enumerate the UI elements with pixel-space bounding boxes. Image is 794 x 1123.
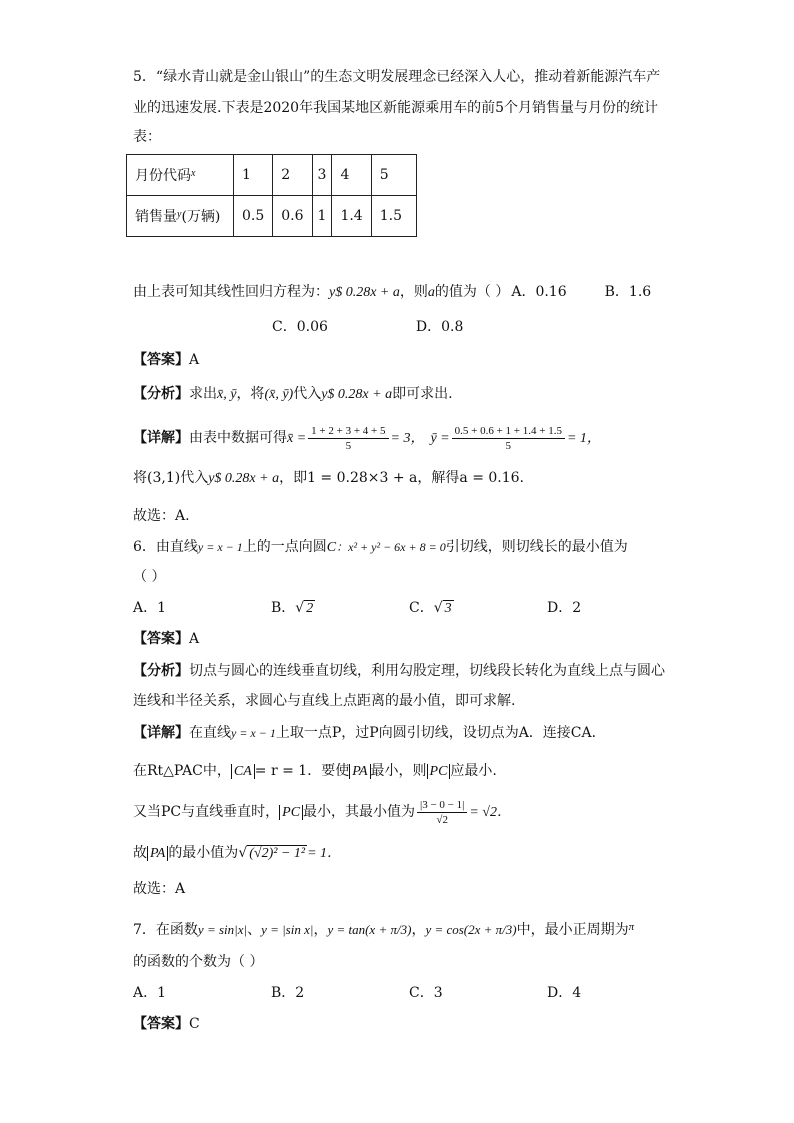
q7-option-c: C．3 xyxy=(409,985,443,1001)
q6-option-a: A．1 xyxy=(133,600,167,616)
q5-detail-2: 将(3,1)代入y$ 0.28x + a，即1 = 0.28×3 + a，解得a = 0.16. xyxy=(133,470,525,486)
q7-stem-line-1: 7．在函数y = sin|x|、y = |sin x|，y = tan(x + π/3)，y = cos(2x + π/3)中，最小正周期为$^\pi$ xyxy=(133,921,635,938)
q6-option-d: D．2 xyxy=(547,600,582,616)
q5-stem-line-1: 5．“绿水青山就是金山银山”的生态文明发展理念已经深入人心，推动着新能源汽车产 xyxy=(133,69,661,85)
table-cell: 0.5 xyxy=(234,196,273,237)
q5-stem-line-2: 业的迅速发展.下表是2020年我国某地区新能源乘用车的前5个月销售量与月份的统计 xyxy=(133,100,658,116)
q6-option-b: B．√ 2 xyxy=(271,600,314,616)
q5-option-a: A．0.16 xyxy=(511,284,567,300)
q5-answer: 【答案】A xyxy=(133,352,200,368)
table-row xyxy=(127,155,417,196)
table-cell: 1.4 xyxy=(332,196,371,237)
q6-detail-2: 在Rt△PAC中， CA = r = 1．要使 PA 最小，则 PC 应最小. xyxy=(133,763,497,779)
q5-option-c: C．0.06 xyxy=(272,319,328,335)
q5-detail-1: 【详解】由表中数据可得x̄ = $\frac{1 + 2 + 3 + 4 + 5}{5}$ = 3， ȳ = $\frac{0.5 + 0.6 + 1 + 1.4 + 1.5}{5}$ = 1， xyxy=(133,424,601,452)
table-cell: 5 xyxy=(371,155,416,196)
sales-table xyxy=(126,154,417,237)
table-header-sales: 销售量$^y$(万辆) xyxy=(127,196,234,237)
q6-analysis-1: 【分析】切点与圆心的连线垂直切线，利用勾股定理，切线段长转化为直线上点与圆心 xyxy=(133,663,665,679)
table-row xyxy=(127,196,417,237)
q5-question-line: 由上表可知其线性回归方程为：y$ 0.28x + a，则a的值为（ ） A．0.16 B．1.6 xyxy=(133,284,652,300)
q5-final: 故选：A. xyxy=(133,508,190,524)
q6-detail-3: 又当PC与直线垂直时， PC 最小，其最小值为 $\frac{|3 - 0 - 1|}{√2}$ = √2． xyxy=(133,798,511,826)
q7-option-b: B．2 xyxy=(271,985,305,1001)
q5-analysis: 【分析】求出x̄, ȳ，将(x̄, ȳ)代入y$ 0.28x + a即可求出. xyxy=(133,386,453,402)
q6-answer: 【答案】A xyxy=(133,631,200,647)
q6-option-c: C．√ 3 xyxy=(409,600,452,616)
q6-analysis-2: 连线和半径关系，求圆心与直线上点距离的最小值，即可求解. xyxy=(133,693,516,709)
q6-stem-line-1: 6．由直线y = x − 1上的一点向圆C：x² + y² − 6x + 8 = 0引切线，则切线长的最小值为 xyxy=(133,539,628,555)
q5-option-d: D．0.8 xyxy=(415,319,464,335)
q7-option-d: D．4 xyxy=(547,985,582,1001)
q5-option-b: B．1.6 xyxy=(604,284,652,300)
table-cell: 1.5 xyxy=(371,196,416,237)
q5-stem-line-3: 表： xyxy=(133,129,161,145)
q6-final: 故选：A xyxy=(133,881,186,897)
q7-options xyxy=(133,983,581,1003)
table-cell: 1 xyxy=(312,196,332,237)
q6-detail-1: 【详解】在直线y = x − 1上取一点P，过P向圆引切线，设切点为A．连接CA． xyxy=(133,725,606,741)
q7-answer: 【答案】C xyxy=(133,1016,200,1032)
q6-detail-4: 故 PA 的最小值为√ (√2)² − 1² = 1． xyxy=(133,845,342,861)
q6-stem-line-2: （ ） xyxy=(133,569,166,585)
q6-options xyxy=(133,598,581,619)
table-cell: 2 xyxy=(273,155,312,196)
table-cell: 1 xyxy=(234,155,273,196)
q7-stem-line-2: 的函数的个数为（ ） xyxy=(133,954,264,970)
table-cell: 4 xyxy=(332,155,371,196)
q5-options-line-2 xyxy=(272,317,463,337)
q7-option-a: A．1 xyxy=(133,985,167,1001)
table-header-month: 月份代码$^x$ xyxy=(127,155,234,196)
table-cell: 0.6 xyxy=(273,196,312,237)
table-cell: 3 xyxy=(312,155,332,196)
